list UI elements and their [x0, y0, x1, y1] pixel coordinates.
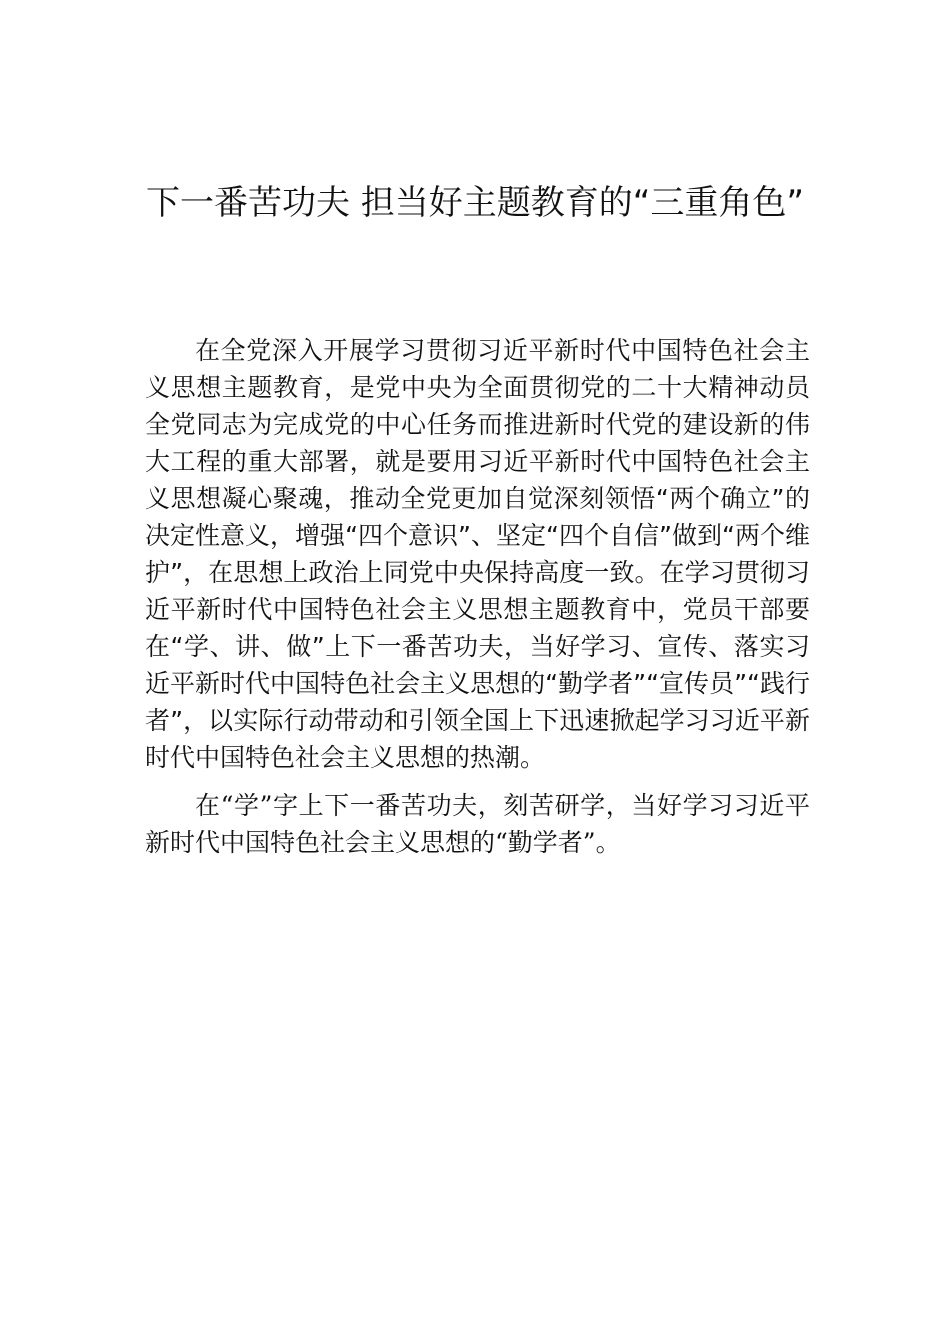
document-body [145, 332, 810, 861]
document-title: 下一番苦功夫 担当好主题教育的“三重角色” [145, 183, 805, 223]
body-paragraph: 在全党深入开展学习贯彻习近平新时代中国特色社会主义思想主题教育，是党中央为全面贯彻党的二十大精神动员全党同志为完成党的中心任务而推进新时代党的建设新的伟大工程的重大部署，就是要用习近平新时代中国特色社会主义思想凝心聚魂，推动全党更加自觉深刻领悟“两个确立”的决定性意义，增强“四个意识”、坚定“四个自信”做到“两个维护”，在思想上政治上同党中央保持高度一致。在学习贯彻习近平新时代中国特色社会主义思想主题教育中，党员干部要在“学、讲、做”上下一番苦功夫，当好学习、宣传、落实习近平新时代中国特色社会主义思想的“勤学者”“宣传员”“践行者”，以实际行动带动和引领全国上下迅速掀起学习习近平新时代中国特色社会主义思想的热潮。 [145, 336, 810, 772]
body-paragraph: 在“学”字上下一番苦功夫，刻苦研学，当好学习习近平新时代中国特色社会主义思想的“勤学者”。 [145, 791, 810, 857]
